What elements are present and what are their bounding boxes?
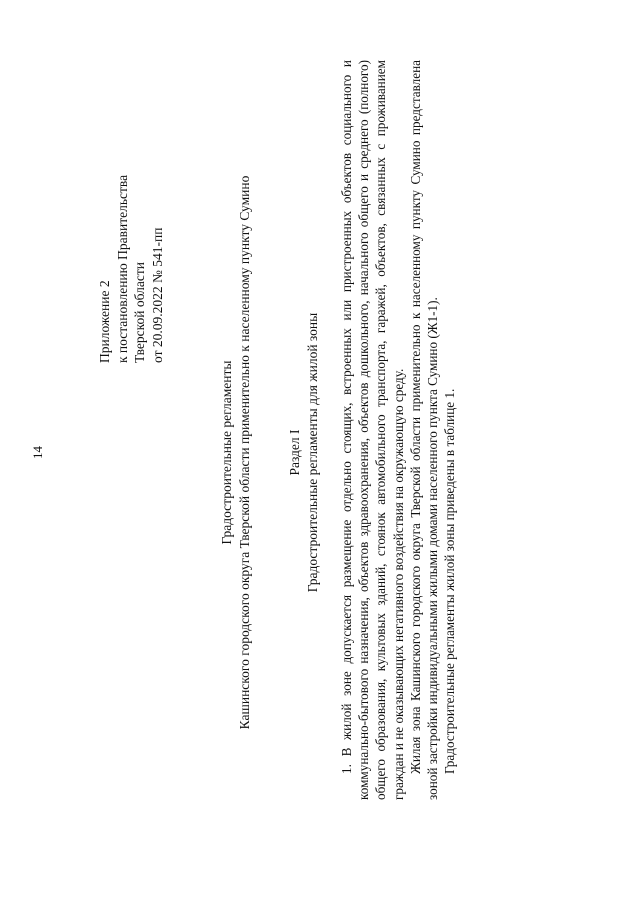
section-name: Градостроительные регламенты для жилой зоны: [304, 312, 320, 593]
appendix-line: Приложение 2: [97, 280, 112, 363]
title-line: Градостроительные регламенты: [219, 360, 234, 545]
appendix-header: [96, 175, 166, 363]
appendix-line: к постановлению Правительства: [114, 174, 130, 363]
appendix-date: от 20.09.2022 № 541-пп: [149, 227, 165, 363]
appendix-line: Тверской области: [132, 262, 147, 363]
document-title: [218, 0, 253, 905]
page-number: 14: [30, 446, 45, 459]
section-heading: [286, 0, 321, 905]
paragraph: Жилая зона Кашинского городского округа Тверской области применительно к населенному пункту Сумино представлена зоной застройки индивидуальными жилыми домами населенного пункта Сумино (Ж1-1).: [407, 60, 441, 800]
paragraph: 1. В жилой зоне допускается размещение отдельно стоящих, встроенных или пристроенных объектов социального и коммунально-бытового назначения, объектов здравоохранения, объектов дошкольного, начального общего и среднего (полного) общего образования, культовых зданий, стоянок автомобильного транспорта, гаражей, объектов, связанных с проживанием граждан и не оказывающих негативного воздействия на окружающую среду.: [339, 60, 406, 800]
title-line: Кашинского городского округа Тверской области применительно к населенному пункту Сумино: [236, 175, 252, 730]
paragraph: Градостроительные регламенты жилой зоны приведены в таблице 1.: [442, 388, 458, 774]
body-text: [338, 60, 458, 800]
section-number: Раздел I: [287, 429, 302, 476]
